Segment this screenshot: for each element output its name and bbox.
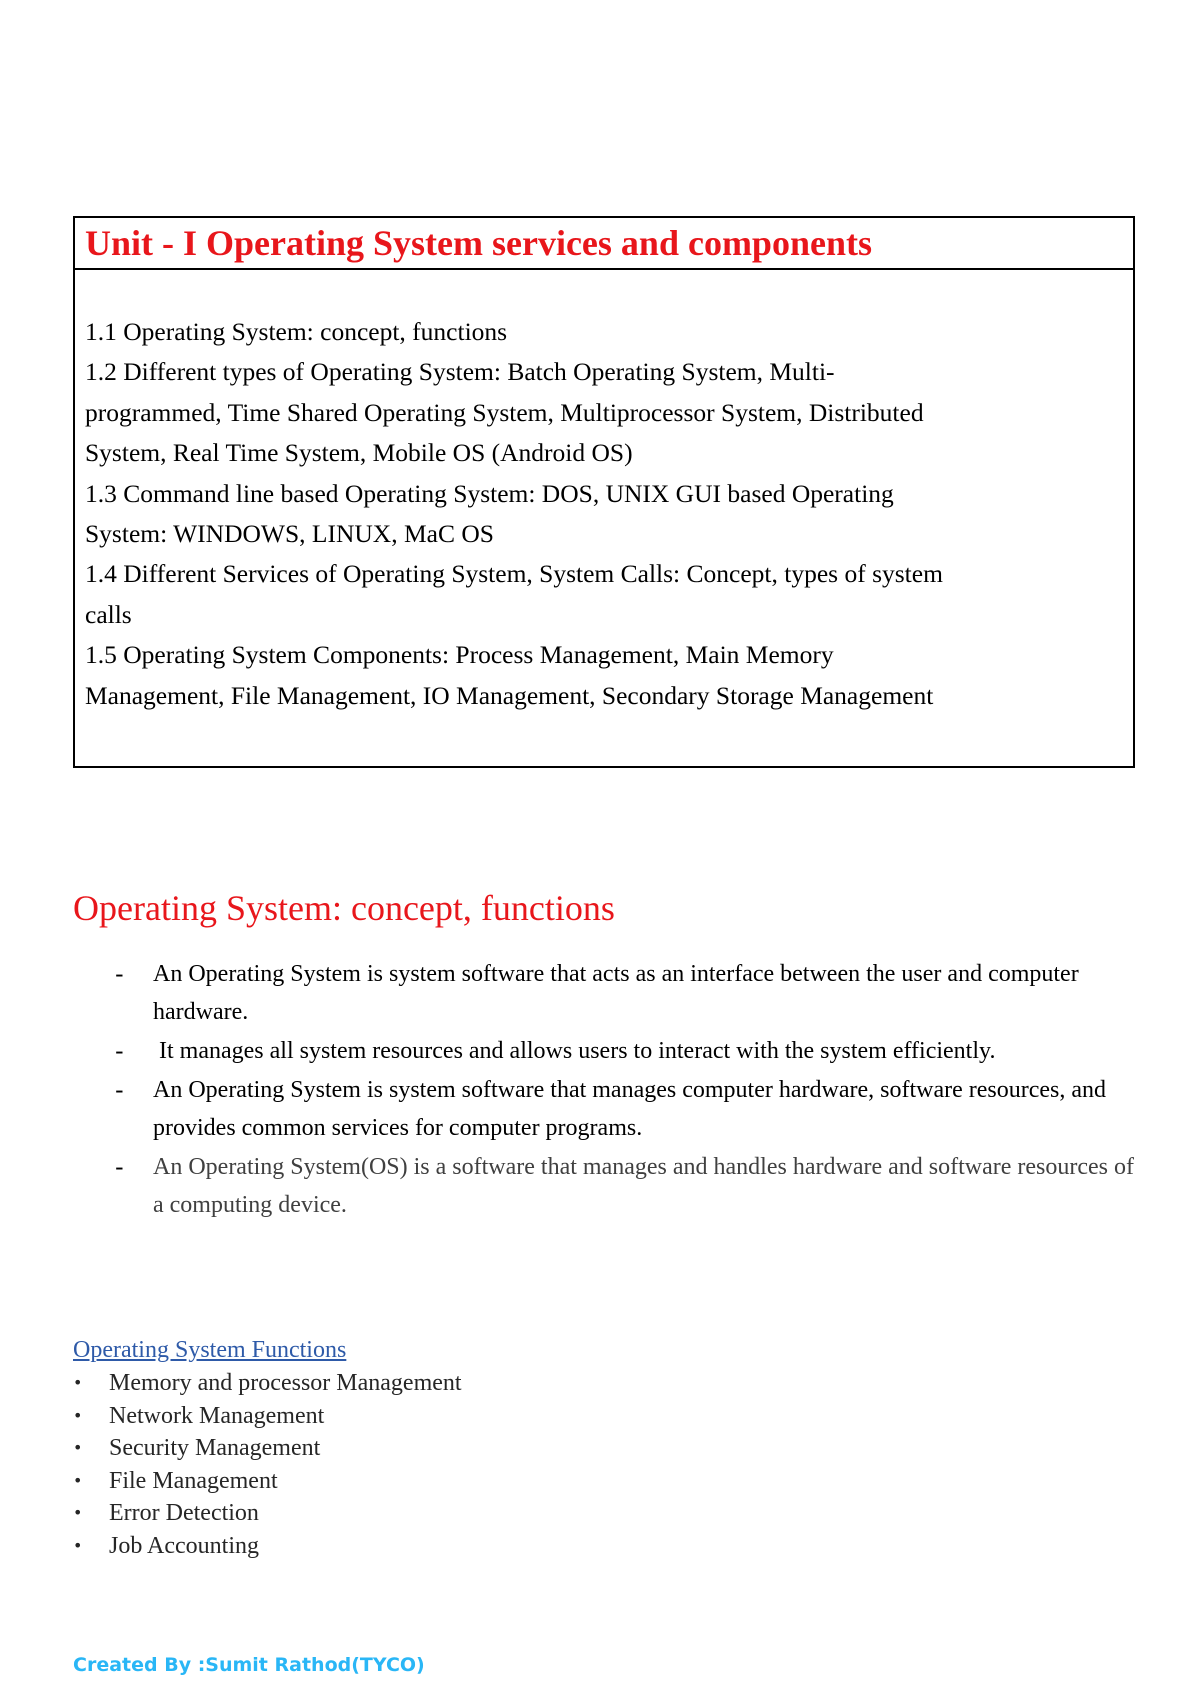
function-item xyxy=(73,1400,462,1433)
bullet-dot: • xyxy=(73,1535,83,1555)
syllabus-line: 1.1 Operating System: concept, functions xyxy=(85,317,508,346)
definition-text: An Operating System(OS) is a software that manages and handles hardware and software resources of a computing device. xyxy=(153,1154,1135,1218)
function-label: Job Accounting xyxy=(109,1532,259,1559)
function-item xyxy=(73,1465,462,1498)
function-label: Error Detection xyxy=(109,1500,259,1526)
syllabus-body xyxy=(75,270,1133,716)
syllabus-line: Management, File Management, IO Management, Secondary Storage Management xyxy=(85,680,934,710)
function-label: Memory and processor Management xyxy=(109,1370,462,1396)
dash-bullet: - xyxy=(115,1076,124,1104)
bullet-dot: • xyxy=(73,1438,83,1457)
functions-heading-link[interactable]: Operating System Functions xyxy=(73,1337,347,1363)
bullet-dot: • xyxy=(73,1503,83,1522)
definition-text: An Operating System is system software that acts as an interface between the user and computer hardware. xyxy=(153,961,1079,1025)
function-label: Network Management xyxy=(109,1402,325,1429)
syllabus-line: System, Real Time System, Mobile OS (Android OS) xyxy=(85,438,633,468)
function-label: File Management xyxy=(109,1467,278,1494)
definition-item xyxy=(73,1032,1143,1070)
dash-bullet: - xyxy=(115,960,124,988)
function-item xyxy=(73,1530,462,1563)
functions-list xyxy=(73,1367,462,1562)
definition-list xyxy=(73,955,1143,1225)
function-item xyxy=(73,1432,462,1465)
syllabus-line: System: WINDOWS, LINUX, MaC OS xyxy=(85,519,494,549)
syllabus-line: 1.5 Operating System Components: Process Management, Main Memory xyxy=(85,640,834,670)
dash-bullet: - xyxy=(115,1037,124,1065)
definition-item xyxy=(73,1148,1143,1224)
function-item xyxy=(73,1367,462,1400)
bullet-dot: • xyxy=(73,1405,83,1425)
syllabus-line: programmed, Time Shared Operating System, Multiprocessor System, Distributed xyxy=(85,397,924,427)
dash-bullet: - xyxy=(115,1153,124,1181)
function-label: Security Management xyxy=(109,1435,321,1461)
definition-text: An Operating System is system software that manages computer hardware, software resources, and provides common services for computer programs. xyxy=(153,1077,1107,1141)
footer-credit: Created By :Sumit Rathod(TYCO) xyxy=(73,1654,425,1676)
section-heading: Operating System: concept, functions xyxy=(73,888,615,928)
definition-text: It manages all system resources and allows users to interact with the system efficiently. xyxy=(153,1038,996,1064)
unit-title: Unit - I Operating System services and components xyxy=(75,218,1133,270)
bullet-dot: • xyxy=(73,1470,83,1490)
function-item xyxy=(73,1497,462,1530)
bullet-dot: • xyxy=(73,1373,83,1392)
syllabus-line: 1.4 Different Services of Operating System, System Calls: Concept, types of system xyxy=(85,559,943,589)
syllabus-line: calls xyxy=(85,599,132,629)
definition-item xyxy=(73,1071,1143,1147)
definition-item xyxy=(73,955,1143,1031)
syllabus-line: 1.2 Different types of Operating System: Batch Operating System, Multi- xyxy=(85,357,835,387)
syllabus-line: 1.3 Command line based Operating System: DOS, UNIX GUI based Operating xyxy=(85,478,894,508)
syllabus-box xyxy=(73,216,1135,768)
